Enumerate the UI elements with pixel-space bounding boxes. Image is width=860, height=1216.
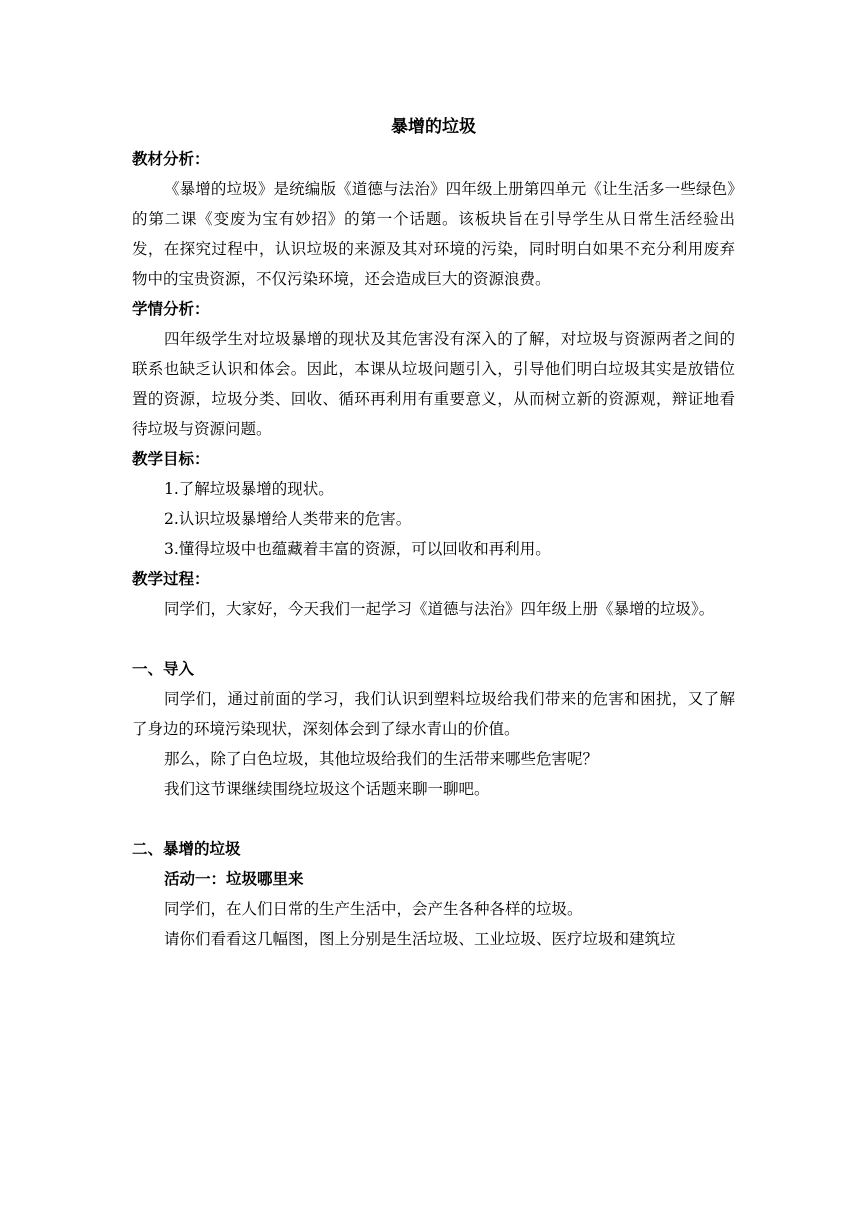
teaching-goals-heading: 教学目标： — [132, 450, 210, 468]
document-title: 暴增的垃圾 — [391, 117, 476, 137]
spacer — [132, 804, 735, 834]
textbook-analysis-paragraph: 《暴增的垃圾》是统编版《道德与法治》四年级上册第四单元《让生活多一些绿色》的第二课《变废为宝有妙招》的第一个话题。该板块旨在引导学生从日常生活经验出发，在探究过程中，认识垃圾的来源及其对环境的污染，同时明白如果不充分利用废弃物中的宝贵资源，不仅污染环境，还会造成巨大的资源浪费。 — [132, 180, 735, 288]
spacer — [132, 624, 735, 654]
part-two-paragraph: 请你们看看这几幅图，图上分别是生活垃圾、工业垃圾、医疗垃圾和建筑垃 — [164, 930, 676, 948]
teaching-process-paragraph: 同学们，大家好，今天我们一起学习《道德与法治》四年级上册《暴增的垃圾》。 — [164, 600, 715, 618]
activity-one-heading: 活动一：垃圾哪里来 — [164, 870, 304, 888]
intro-paragraph: 我们这节课继续围绕垃圾这个话题来聊一聊吧。 — [164, 780, 490, 798]
intro-paragraph: 那么，除了白色垃圾，其他垃圾给我们的生活带来哪些危害呢？ — [164, 750, 599, 768]
part-two-paragraph: 同学们，在人们日常的生产生活中，会产生各种各样的垃圾。 — [164, 900, 583, 918]
teaching-goal-item: 3.懂得垃圾中也蕴藏着丰富的资源，可以回收和再利用。 — [164, 540, 551, 558]
intro-heading: 一、导入 — [132, 660, 195, 678]
intro-paragraph: 同学们，通过前面的学习，我们认识到塑料垃圾给我们带来的危害和困扰，又了解了身边的环境污染现状，深刻体会到了绿水青山的价值。 — [132, 690, 735, 738]
part-two-heading: 二、暴增的垃圾 — [132, 840, 241, 858]
student-analysis-paragraph: 四年级学生对垃圾暴增的现状及其危害没有深入的了解，对垃圾与资源两者之间的联系也缺乏认识和体会。因此，本课从垃圾问题引入，引导他们明白垃圾其实是放错位置的资源，垃圾分类、回收、循环再利用有重要意义，从而树立新的资源观，辩证地看待垃圾与资源问题。 — [132, 330, 735, 438]
teaching-process-heading: 教学过程： — [132, 570, 210, 588]
teaching-goal-item: 1.了解垃圾暴增的现状。 — [164, 480, 334, 498]
textbook-analysis-heading: 教材分析： — [132, 150, 210, 168]
teaching-goal-item: 2.认识垃圾暴增给人类带来的危害。 — [164, 510, 412, 528]
student-analysis-heading: 学情分析： — [132, 300, 210, 318]
